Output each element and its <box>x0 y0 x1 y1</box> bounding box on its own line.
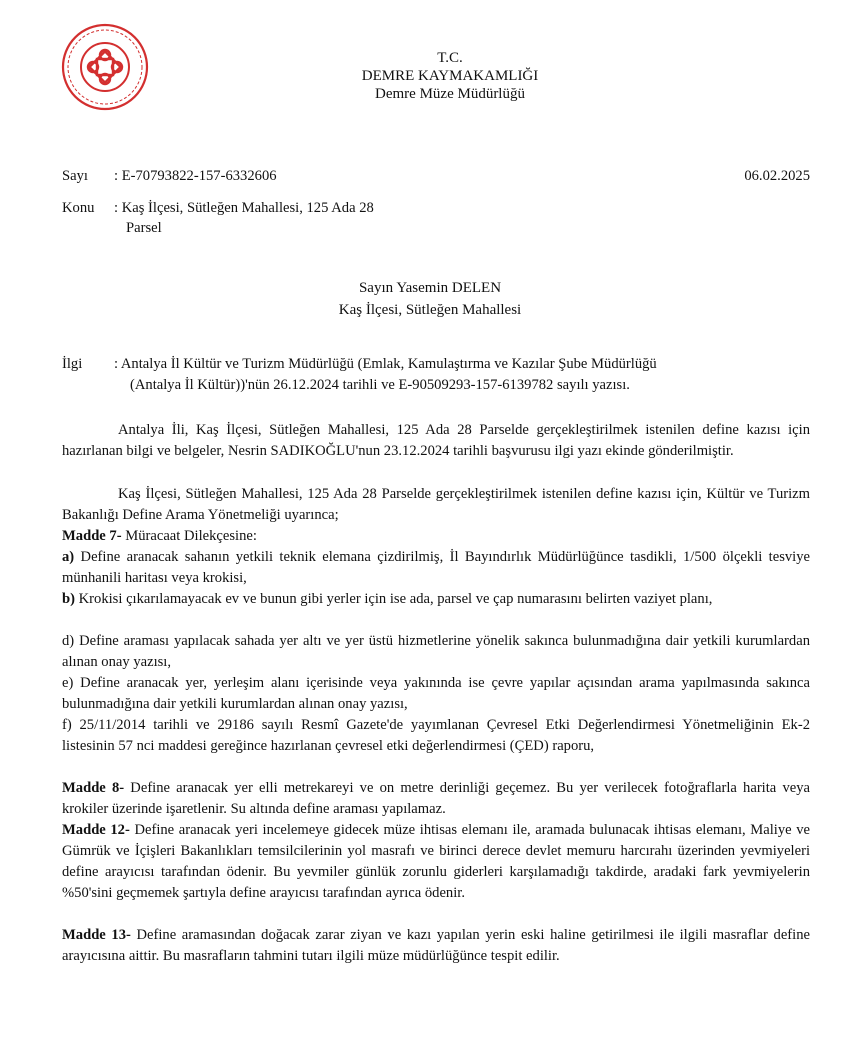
article-12-label: Madde 12- <box>62 822 130 838</box>
article-13 <box>62 925 810 967</box>
item-a <box>62 547 810 589</box>
header-line-museum: Demre Müze Müdürlüğü <box>375 86 525 102</box>
article-13-label: Madde 13- <box>62 927 131 943</box>
konu-value-continued: Parsel <box>126 220 162 236</box>
addressee-place: Kaş İlçesi, Sütleğen Mahallesi <box>338 302 522 318</box>
article-13-text: Define aramasından doğacak zarar ziyan ve kazı yapılan yerin eski haline getirilmesi ile ilgili masraflar define arayıcısına aittir. Bu masrafların tahmini tutarı ilgili müze müdürlüğünce tespit edilir. <box>62 927 810 964</box>
item-b <box>62 589 810 610</box>
article-8-label: Madde 8- <box>62 780 125 796</box>
article-7-label: Madde 7- <box>62 528 122 544</box>
addressee-name: Sayın Yasemin DELEN <box>358 280 502 296</box>
item-a-label: a) <box>62 549 75 565</box>
article-7-text: Müracaat Dilekçesine: <box>121 528 257 544</box>
document-date: 06.02.2025 <box>744 168 810 184</box>
item-b-text: Krokisi çıkarılamayacak ev ve bunun gibi yerler için ise ada, parsel ve çap numarasını belirten vaziyet planı, <box>74 591 713 607</box>
konu-value: : Kaş İlçesi, Sütleğen Mahallesi, 125 Ada 28 <box>114 200 374 216</box>
header-line-kaymakamlik: DEMRE KAYMAKAMLIĞI <box>361 68 539 84</box>
item-e: e) Define aranacak yer, yerleşim alanı içerisinde veya yakınında ise çevre yapılar açısından arama yapılmasında sakınca bulunmadığına dair yetkili kurumlardan alınan onay yazısı, <box>62 675 810 712</box>
article-7 <box>62 526 810 547</box>
article-8-text: Define aranacak yer elli metrekareyi ve on metre derinliği geçemez. Bu yer verilecek fotoğraflarla harita veya krokiler üzerinde işaretlenir. Su altında define araması yapılamaz. <box>62 780 810 817</box>
sayi-value: : E-70793822-157-6332606 <box>114 168 277 184</box>
ilgi-label: İlgi <box>62 356 83 372</box>
item-a-text: Define aranacak sahanın yetkili teknik elemana çizdirilmiş, İl Bayındırlık Müdürlüğünce tasdikli, 1/500 ölçekli tesviye münhanili haritası veya krokisi, <box>62 549 810 586</box>
paragraph-1: Antalya İli, Kaş İlçesi, Sütleğen Mahallesi, 125 Ada 28 Parselde gerçekleştirilmek istenilen define kazısı için hazırlanan bilgi ve belgeler, Nesrin SADIKOĞLU'nun 23.12.2024 tarihli başvurusu ilgi yazı ekinde gönderilmiştir. <box>62 422 810 459</box>
ilgi-line-2: (Antalya İl Kültür))'nün 26.12.2024 tarihli ve E-90509293-157-6139782 sayılı yazısı. <box>130 377 630 393</box>
item-f: f) 25/11/2014 tarihli ve 29186 sayılı Resmî Gazete'de yayımlanan Çevresel Etki Değerlendirmesi Yönetmeliğinin Ek-2 listesinin 57 nci maddesi gereğince hazırlanan çevresel etki değerlendirmesi (ÇED) raporu, <box>62 717 810 754</box>
konu-label: Konu <box>62 200 95 216</box>
header-line-tc: T.C. <box>437 50 463 66</box>
item-d: d) Define araması yapılacak sahada yer altı ve yer üstü hizmetlerine yönelik sakınca bulunmadığına dair yetkili kurumlardan alınan onay yazısı, <box>62 633 810 670</box>
article-12-text: Define aranacak yeri incelemeye gidecek müze ihtisas elemanı ile, aramada bulunacak ihtisas elemanı, Maliye ve Gümrük ve İçişleri Bakanlıkları temsilcilerinin yol masrafı ve birinci derece devlet memuru harcırahı üzerinden yevmiyeleri define arayıcısı tarafından ödenir. Bu yevmiler günlük zorunlu giderleri karşılamadığı takdirde, aradaki fark yevmiyelerin %50'sini geçmemek şartıyla define arayıcısı tarafından ayrıca ödenir. <box>62 822 810 901</box>
ilgi-line-1: : Antalya İl Kültür ve Turizm Müdürlüğü (Emlak, Kamulaştırma ve Kazılar Şube Müdürlüğü <box>114 356 657 372</box>
item-b-label: b) <box>62 591 75 607</box>
paragraph-2: Kaş İlçesi, Sütleğen Mahallesi, 125 Ada 28 Parselde gerçekleştirilmek istenilen define kazısı için, Kültür ve Turizm Bakanlığı Define Arama Yönetmeliği uyarınca; <box>62 486 810 523</box>
article-8 <box>62 778 810 820</box>
sayi-label: Sayı <box>62 168 88 184</box>
article-12 <box>62 820 810 904</box>
